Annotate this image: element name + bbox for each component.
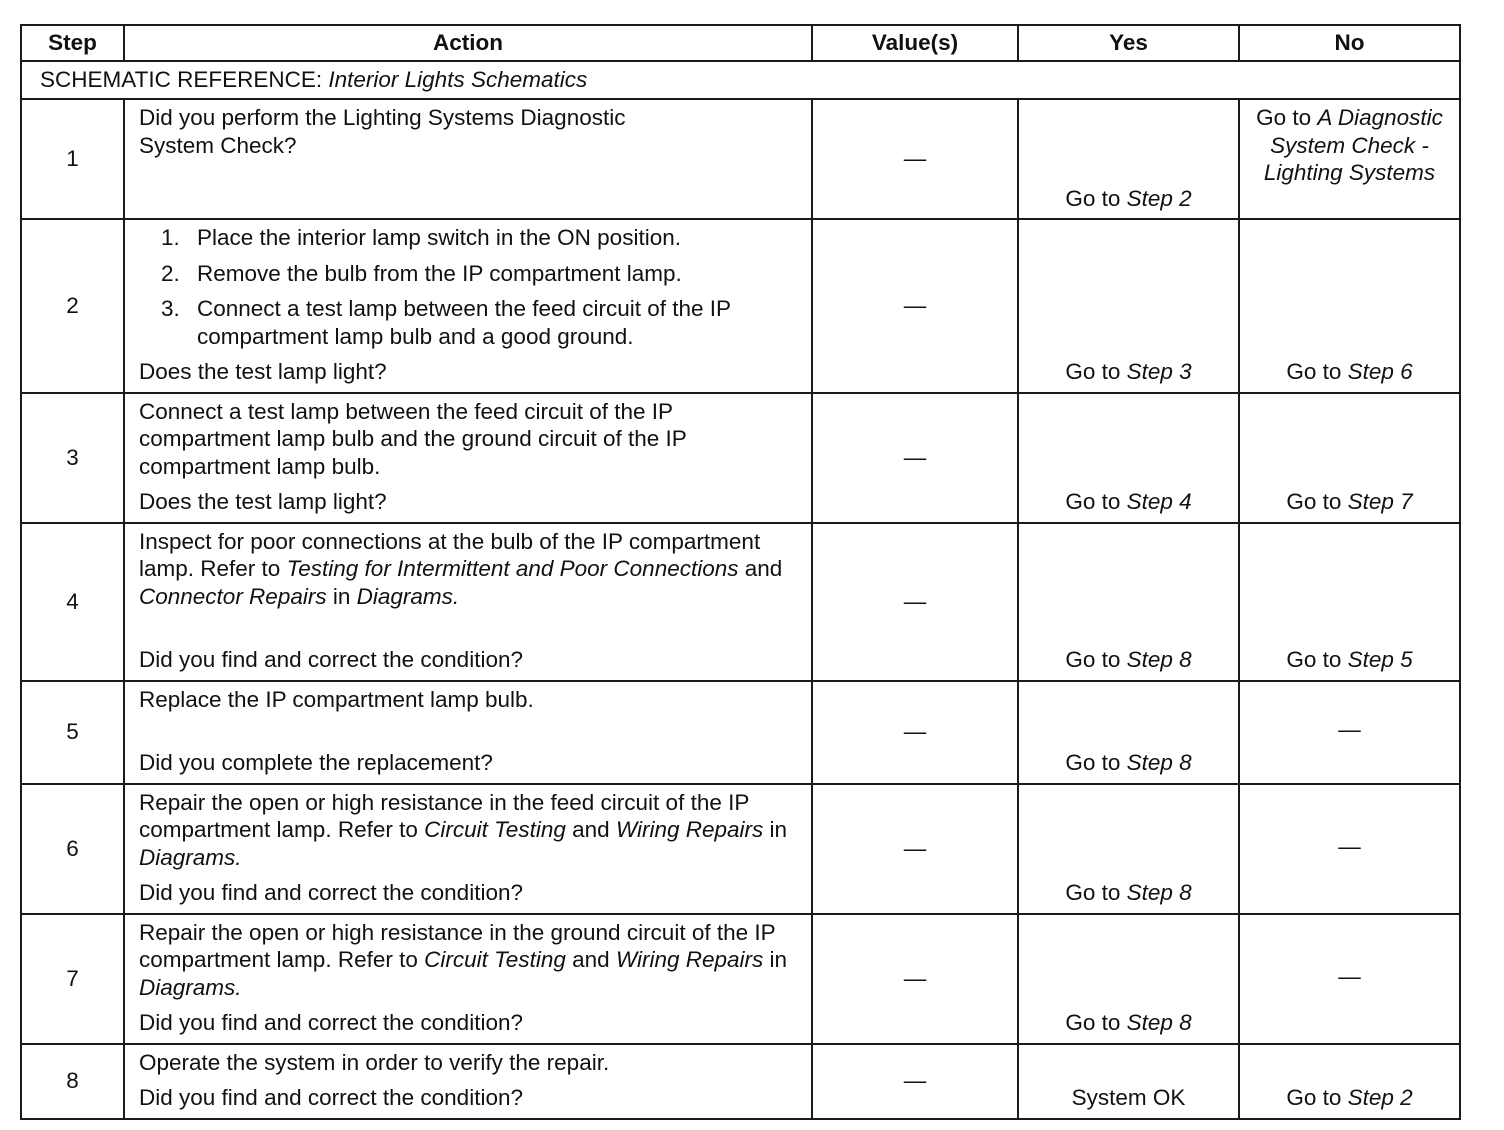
no-link[interactable]: A Diagnostic System Check - Lighting Systems (1263, 105, 1443, 185)
action-cell (124, 393, 812, 523)
value-dash: — (903, 146, 927, 172)
action-text: Inspect for poor connections at the bulb of the IP compartment lamp. Refer to Testing for Intermittent and Poor Connections and Connector Repairs in Diagrams. (139, 528, 783, 609)
action-question: Did you complete the replacement? (139, 750, 493, 775)
action-question: Does the test lamp light? (139, 489, 387, 514)
yes-link[interactable]: Step 8 (1126, 750, 1192, 775)
step-number: 8 (21, 1044, 124, 1119)
yes-cell: Go to Step 8 (1018, 523, 1239, 681)
action-question: Did you find and correct the condition? (139, 880, 523, 905)
value-dash: — (903, 293, 927, 318)
action-question: Did you find and correct the condition? (139, 1010, 523, 1035)
value-cell (812, 99, 1018, 219)
yes-cell: Go to Step 8 (1018, 914, 1239, 1044)
action-cell (124, 681, 812, 784)
no-link[interactable]: Step 5 (1347, 647, 1413, 672)
list-item: 3. Connect a test lamp between the feed circuit of the IP compartment lamp bulb and a good ground. (161, 296, 731, 349)
action-cell (124, 784, 812, 914)
table-row (21, 219, 1460, 393)
yes-link[interactable]: Step 8 (1126, 1010, 1192, 1035)
no-dash: — (1338, 717, 1361, 743)
yes-link[interactable]: Step 2 (1126, 185, 1192, 211)
no-cell: Go to Step 5 (1239, 523, 1460, 681)
no-cell: Go to Step 6 (1239, 219, 1460, 393)
action-text: Operate the system in order to verify the repair. (139, 1049, 610, 1075)
no-cell: Go to Step 2 (1239, 1044, 1460, 1119)
value-dash: — (903, 444, 927, 470)
table-row (21, 1044, 1460, 1119)
action-question: Does the test lamp light? (139, 359, 387, 384)
no-link[interactable]: Step 6 (1347, 359, 1413, 384)
value-dash: — (903, 835, 927, 861)
no-link[interactable]: Step 2 (1347, 1085, 1413, 1110)
reference-link[interactable]: Diagrams (139, 844, 236, 870)
reference-link[interactable]: Testing for Intermittent and Poor Connections (286, 556, 739, 581)
value-cell (812, 914, 1018, 1044)
value-cell (812, 784, 1018, 914)
yes-cell: Go to Step 4 (1018, 393, 1239, 523)
no-cell (1239, 99, 1460, 219)
action-cell (124, 99, 812, 219)
yes-link[interactable]: Step 4 (1126, 489, 1192, 514)
step-number: 4 (21, 523, 124, 681)
no-cell (1239, 784, 1460, 914)
action-text: Repair the open or high resistance in the ground circuit of the IP compartment lamp. Refer to Circuit Testing and Wiring Repairs in Diagrams. (139, 919, 788, 1000)
no-cell (1239, 681, 1460, 784)
yes-link[interactable]: Step 8 (1126, 880, 1192, 905)
yes-link[interactable]: Step 3 (1126, 359, 1192, 384)
yes-link[interactable]: Step 8 (1126, 647, 1192, 672)
no-cell: Go to Step 7 (1239, 393, 1460, 523)
schematic-reference-link[interactable]: Interior Lights Schematics (328, 67, 588, 92)
action-cell (124, 219, 812, 393)
reference-link[interactable]: Circuit Testing (424, 817, 566, 842)
value-cell (812, 1044, 1018, 1119)
action-text: Replace the IP compartment lamp bulb. (139, 686, 534, 712)
action-text: Repair the open or high resistance in the feed circuit of the IP compartment lamp. Refer to Circuit Testing and Wiring Repairs in Diagrams. (139, 789, 788, 870)
no-link[interactable]: Step 7 (1347, 489, 1413, 514)
reference-link[interactable]: Wiring Repairs (615, 947, 764, 972)
schematic-reference-row (21, 61, 1460, 99)
value-dash: — (903, 1068, 927, 1094)
reference-link[interactable]: Diagrams (139, 974, 236, 1000)
action-steps-list (139, 224, 803, 350)
table-row (21, 914, 1460, 1044)
reference-link[interactable]: Circuit Testing (424, 947, 566, 972)
no-prefix: Go to (1256, 105, 1312, 130)
yes-cell: Go to Step 8 (1018, 784, 1239, 914)
table-row (21, 393, 1460, 523)
step-number: 3 (21, 393, 124, 523)
value-cell (812, 523, 1018, 681)
table-row (21, 681, 1460, 784)
no-cell (1239, 914, 1460, 1044)
no-dash: — (1338, 833, 1361, 859)
header-no: No (1239, 25, 1460, 61)
header-yes: Yes (1018, 25, 1239, 61)
yes-prefix: Go to (1065, 185, 1121, 211)
value-dash: — (903, 719, 927, 745)
header-action: Action (124, 25, 812, 61)
reference-link[interactable]: Connector Repairs (139, 583, 327, 609)
header-row (21, 25, 1460, 61)
action-question: Did you find and correct the condition? (139, 1085, 523, 1110)
reference-link[interactable]: Wiring Repairs (615, 817, 764, 842)
step-number: 2 (21, 219, 124, 393)
action-cell (124, 523, 812, 681)
list-item: 1. Place the interior lamp switch in the ON position. (161, 225, 681, 250)
diagnostic-table (20, 24, 1461, 1120)
action-text: Did you perform the Lighting Systems Diagnostic System Check? (139, 105, 626, 158)
list-item: 2. Remove the bulb from the IP compartment lamp. (161, 260, 682, 286)
step-number: 1 (21, 99, 124, 219)
table-row (21, 99, 1460, 219)
action-cell (124, 914, 812, 1044)
yes-cell: Go to Step 8 (1018, 681, 1239, 784)
step-number: 5 (21, 681, 124, 784)
table-row (21, 523, 1460, 681)
value-dash: — (903, 588, 927, 614)
yes-text[interactable]: System OK (1071, 1085, 1186, 1110)
yes-cell (1018, 1044, 1239, 1119)
header-values: Value(s) (812, 25, 1018, 61)
value-cell (812, 393, 1018, 523)
header-step: Step (21, 25, 124, 61)
schematic-reference-label: SCHEMATIC REFERENCE: (40, 67, 323, 92)
reference-link[interactable]: Diagrams (356, 583, 453, 609)
value-cell (812, 681, 1018, 784)
action-cell (124, 1044, 812, 1119)
value-cell (812, 219, 1018, 393)
action-question: Did you find and correct the condition? (139, 647, 523, 672)
table-row (21, 784, 1460, 914)
value-dash: — (903, 965, 927, 991)
action-text: Connect a test lamp between the feed circuit of the IP compartment lamp bulb and the ground circuit of the IP compartment lamp bulb. (139, 398, 687, 479)
no-dash: — (1338, 963, 1361, 989)
yes-cell: Go to Step 3 (1018, 219, 1239, 393)
step-number: 6 (21, 784, 124, 914)
step-number: 7 (21, 914, 124, 1044)
yes-cell (1018, 99, 1239, 219)
